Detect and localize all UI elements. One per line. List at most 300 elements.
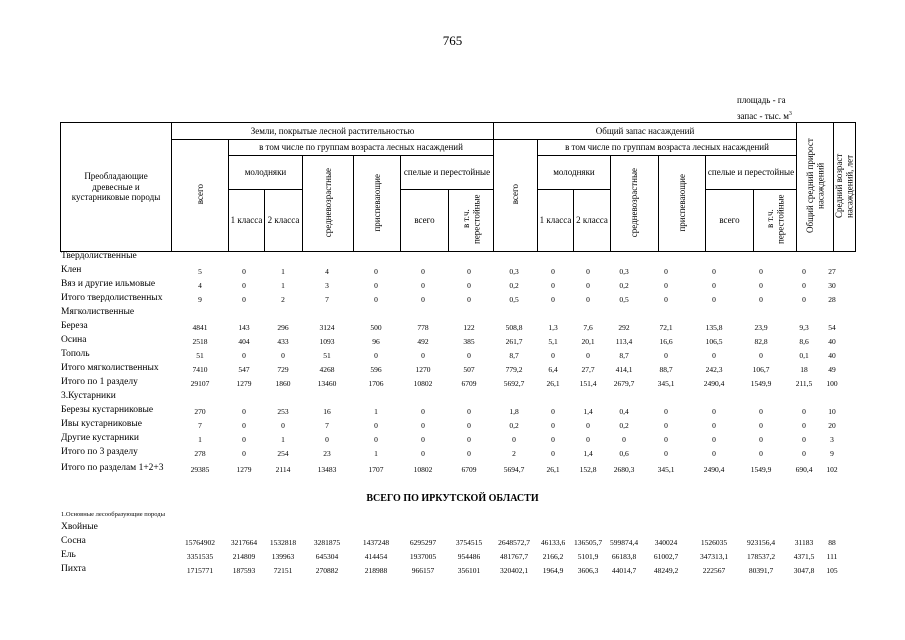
header-middle-2: средневозрастные — [629, 167, 640, 237]
header-increment: Общий средний прирост насаждений — [804, 138, 825, 234]
table-cell: 0 — [242, 421, 246, 430]
table-cell: 1549,9 — [750, 465, 772, 474]
table-cell: 1437248 — [362, 538, 390, 547]
table-cell: 1,3 — [548, 323, 558, 332]
header-young-2: молодняки — [538, 156, 611, 190]
row-label: Итого по 1 разделу — [61, 377, 138, 387]
row-label: Вяз и другие ильмовые — [61, 279, 156, 289]
table-cell: 292 — [618, 323, 630, 332]
table-cell: 40 — [828, 351, 836, 360]
header-mature-total-2: всего — [706, 190, 754, 252]
table-cell: 1279 — [236, 379, 252, 388]
table-cell: 151,4 — [579, 379, 597, 388]
header-premature-1: приспевающие — [371, 173, 382, 232]
table-cell: 0,6 — [619, 449, 629, 458]
table-cell: 0 — [712, 407, 716, 416]
header-mature-total-1: всего — [401, 190, 449, 252]
table-cell: 88,7 — [659, 365, 673, 374]
section-heading-row — [0, 391, 905, 404]
table-row — [0, 321, 905, 334]
table-cell: 0 — [586, 435, 590, 444]
table-cell: 0 — [712, 435, 716, 444]
table-cell: 1093 — [319, 337, 335, 346]
table-cell: 0 — [802, 281, 806, 290]
table-cell: 0 — [421, 407, 425, 416]
table-cell: 0 — [242, 351, 246, 360]
table-cell: 345,1 — [657, 465, 675, 474]
table-cell: 4 — [325, 267, 329, 276]
table-cell: 347313,1 — [699, 552, 729, 561]
header-class2-1: 2 класса — [265, 190, 303, 252]
table-cell: 0 — [664, 435, 668, 444]
table-cell: 20 — [828, 421, 836, 430]
row-label: Итого по 3 разделу — [61, 447, 138, 457]
table-cell: 385 — [463, 337, 475, 346]
table-cell: 1,4 — [583, 407, 593, 416]
table-cell: 7 — [325, 421, 329, 430]
table-cell: 46133,6 — [540, 538, 566, 547]
table-cell: 6,4 — [548, 365, 558, 374]
table-cell: 27,7 — [581, 365, 595, 374]
header-stock-group: Общий запас насаждений — [494, 123, 797, 140]
table-cell: 0,3 — [509, 267, 519, 276]
table-cell: 0 — [467, 421, 471, 430]
table-cell: 136505,7 — [573, 538, 603, 547]
table-cell: 80391,7 — [748, 566, 774, 575]
table-cell: 0 — [467, 267, 471, 276]
table-cell: 0 — [759, 267, 763, 276]
table-cell: 28 — [828, 295, 836, 304]
table-cell: 1 — [198, 435, 202, 444]
table-cell: 1707 — [368, 465, 384, 474]
table-cell: 729 — [277, 365, 289, 374]
table-cell: 3351535 — [186, 552, 214, 561]
table-cell: 0 — [759, 435, 763, 444]
table-cell: 0 — [802, 407, 806, 416]
table-cell: 0,2 — [619, 281, 629, 290]
table-row — [0, 265, 905, 278]
table-cell: 0 — [281, 421, 285, 430]
table-cell: 10802 — [413, 379, 433, 388]
table-cell: 29107 — [190, 379, 210, 388]
table-cell: 0 — [802, 435, 806, 444]
unit-stock-text: запас - тыс. м — [737, 111, 789, 121]
table-row — [0, 419, 905, 432]
table-cell: 0 — [664, 295, 668, 304]
table-cell: 26,1 — [546, 379, 560, 388]
table-cell: 0 — [664, 351, 668, 360]
table-cell: 0,4 — [619, 407, 629, 416]
table-cell: 507 — [463, 365, 475, 374]
row-label: 3.Кустарники — [61, 391, 116, 401]
header-increment-cell — [797, 123, 834, 252]
table-cell: 51 — [196, 351, 204, 360]
row-label: Хвойные — [61, 522, 98, 532]
header-class1-2: 1 класса — [538, 190, 574, 252]
table-cell: 152,8 — [579, 465, 597, 474]
table-cell: 645304 — [315, 552, 339, 561]
table-cell: 178537,2 — [746, 552, 776, 561]
table-cell: 3281875 — [313, 538, 341, 547]
table-cell: 72151 — [273, 566, 293, 575]
table-cell: 1 — [281, 267, 285, 276]
table-cell: 5694,7 — [503, 465, 525, 474]
table-cell: 0,2 — [619, 421, 629, 430]
table-cell: 105 — [826, 566, 838, 575]
table-cell: 2490,4 — [703, 465, 725, 474]
table-cell: 113,4 — [615, 337, 633, 346]
header-total-cell-1 — [172, 140, 229, 252]
table-cell: 9 — [830, 449, 834, 458]
table-cell: 0 — [374, 267, 378, 276]
table-cell: 0 — [712, 351, 716, 360]
table-cell: 296 — [277, 323, 289, 332]
table-cell: 27 — [828, 267, 836, 276]
header-total-1: всего — [194, 184, 205, 205]
table-cell: 3754515 — [455, 538, 483, 547]
table-cell: 340024 — [654, 538, 678, 547]
table-cell: 0 — [802, 421, 806, 430]
table-cell: 0 — [551, 407, 555, 416]
row-label: Клен — [61, 265, 82, 275]
table-cell: 481767,7 — [499, 552, 529, 561]
table-row — [0, 405, 905, 418]
table-row — [0, 536, 905, 549]
table-row — [0, 463, 905, 476]
table-cell: 0 — [586, 351, 590, 360]
table-cell: 10802 — [413, 465, 433, 474]
table-row — [0, 433, 905, 446]
table-cell: 0 — [467, 407, 471, 416]
table-cell: 51 — [323, 351, 331, 360]
table-cell: 4841 — [192, 323, 208, 332]
table-cell: 270 — [194, 407, 206, 416]
table-cell: 26,1 — [546, 465, 560, 474]
table-cell: 102 — [826, 465, 838, 474]
table-cell: 923156,4 — [746, 538, 776, 547]
table-cell: 187593 — [232, 566, 256, 575]
table-cell: 0 — [242, 407, 246, 416]
table-cell: 0 — [712, 295, 716, 304]
table-cell: 261,7 — [505, 337, 523, 346]
table-cell: 0 — [421, 421, 425, 430]
table-cell: 0 — [759, 421, 763, 430]
row-label: Мягколиственные — [61, 307, 135, 317]
table-cell: 0 — [242, 267, 246, 276]
table-cell: 16 — [323, 407, 331, 416]
header-species: Преобладающие древесные и кустарниковые породы — [61, 123, 172, 252]
table-row — [0, 447, 905, 460]
table-cell: 96 — [372, 337, 380, 346]
table-cell: 345,1 — [657, 379, 675, 388]
table-cell: 6295297 — [409, 538, 437, 547]
header-overmature-cell-1 — [449, 190, 494, 252]
table-cell: 0 — [664, 407, 668, 416]
table-cell: 7,6 — [583, 323, 593, 332]
row-label: Осина — [61, 335, 87, 345]
table-cell: 492 — [417, 337, 429, 346]
table-cell: 0 — [467, 281, 471, 290]
table-cell: 3217664 — [230, 538, 258, 547]
table-cell: 15764902 — [185, 538, 215, 547]
table-cell: 0 — [242, 449, 246, 458]
header-premature-cell-2 — [659, 156, 706, 252]
table-cell: 5 — [198, 267, 202, 276]
row-label: Березы кустарниковые — [61, 405, 154, 415]
table-cell: 7 — [325, 295, 329, 304]
table-cell: 4371,5 — [793, 552, 815, 561]
table-cell: 30 — [828, 281, 836, 290]
table-cell: 9 — [198, 295, 202, 304]
table-cell: 270882 — [315, 566, 339, 575]
region-title: ВСЕГО ПО ИРКУТСКОЙ ОБЛАСТИ — [366, 493, 539, 504]
header-total-cell-2 — [494, 140, 538, 252]
table-cell: 253 — [277, 407, 289, 416]
table-header — [60, 122, 856, 252]
table-cell: 0 — [712, 281, 716, 290]
table-cell: 0 — [759, 295, 763, 304]
table-cell: 1 — [281, 435, 285, 444]
table-cell: 778 — [417, 323, 429, 332]
table-cell: 1 — [374, 449, 378, 458]
header-overmature-2: в т.ч. перестойные — [764, 194, 785, 245]
table-cell: 0,2 — [509, 421, 519, 430]
table-cell: 13483 — [317, 465, 337, 474]
table-cell: 0 — [551, 281, 555, 290]
table-cell: 13460 — [317, 379, 337, 388]
row-label: Ель — [61, 550, 76, 560]
table-cell: 356101 — [457, 566, 481, 575]
section-heading-row — [0, 251, 905, 264]
table-cell: 106,7 — [752, 365, 770, 374]
table-cell: 0 — [242, 295, 246, 304]
table-cell: 0 — [664, 281, 668, 290]
table-cell: 779,2 — [505, 365, 523, 374]
row-label: Тополь — [61, 349, 90, 359]
table-cell: 0 — [551, 295, 555, 304]
table-cell: 23,9 — [754, 323, 768, 332]
table-cell: 0 — [551, 435, 555, 444]
table-cell: 88 — [828, 538, 836, 547]
table-cell: 0 — [586, 421, 590, 430]
table-cell: 0 — [622, 435, 626, 444]
table-cell: 0 — [759, 351, 763, 360]
table-cell: 54 — [828, 323, 836, 332]
table-cell: 20,1 — [581, 337, 595, 346]
table-row — [0, 335, 905, 348]
table-cell: 4 — [198, 281, 202, 290]
table-cell: 5101,9 — [577, 552, 599, 561]
table-cell: 143 — [238, 323, 250, 332]
header-middle-cell-1 — [303, 156, 354, 252]
header-avg-age-cell — [834, 123, 856, 252]
table-cell: 2 — [512, 449, 516, 458]
table-cell: 0 — [759, 449, 763, 458]
table-cell: 599874,4 — [609, 538, 639, 547]
page-number: 765 — [442, 33, 463, 48]
row-label: Сосна — [61, 536, 86, 546]
table-cell: 0 — [586, 295, 590, 304]
table-cell: 122 — [463, 323, 475, 332]
table-cell: 690,4 — [795, 465, 813, 474]
table-cell: 0 — [802, 449, 806, 458]
table-cell: 0 — [325, 435, 329, 444]
subnote: 1.Основные лесообразующие породы — [61, 511, 165, 518]
table-cell: 6709 — [461, 379, 477, 388]
header-total-2: всего — [510, 184, 521, 205]
table-cell: 0,5 — [509, 295, 519, 304]
table-cell: 1 — [374, 407, 378, 416]
table-cell: 23 — [323, 449, 331, 458]
table-cell: 48249,2 — [653, 566, 679, 575]
table-cell: 2679,7 — [613, 379, 635, 388]
table-row — [0, 293, 905, 306]
table-cell: 1715771 — [186, 566, 214, 575]
header-premature-2: приспевающие — [676, 173, 687, 232]
table-cell: 242,3 — [705, 365, 723, 374]
table-cell: 0 — [421, 435, 425, 444]
table-cell: 2166,2 — [542, 552, 564, 561]
header-overmature-1: в т.ч. перестойные — [460, 194, 481, 245]
table-cell: 0 — [586, 281, 590, 290]
table-cell: 1860 — [275, 379, 291, 388]
table-cell: 214809 — [232, 552, 256, 561]
table-cell: 320402,1 — [499, 566, 529, 575]
row-label: Итого твердолиственных — [61, 293, 163, 303]
table-cell: 0 — [802, 267, 806, 276]
table-cell: 5692,7 — [503, 379, 525, 388]
table-cell: 0 — [421, 295, 425, 304]
table-cell: 18 — [800, 365, 808, 374]
table-cell: 0 — [467, 295, 471, 304]
table-cell: 31183 — [794, 538, 814, 547]
table-cell: 2490,4 — [703, 379, 725, 388]
table-cell: 0,2 — [509, 281, 519, 290]
header-young-1: молодняки — [229, 156, 303, 190]
table-cell: 4268 — [319, 365, 335, 374]
table-cell: 3606,3 — [577, 566, 599, 575]
table-cell: 954486 — [457, 552, 481, 561]
table-cell: 9,3 — [799, 323, 809, 332]
table-cell: 61002,7 — [653, 552, 679, 561]
table-cell: 596 — [370, 365, 382, 374]
table-cell: 111 — [826, 552, 838, 561]
table-cell: 2680,3 — [613, 465, 635, 474]
table-row — [0, 349, 905, 362]
table-cell: 0 — [551, 421, 555, 430]
table-cell: 966157 — [411, 566, 435, 575]
table-cell: 414,1 — [615, 365, 633, 374]
header-overmature-cell-2 — [754, 190, 797, 252]
row-label: Береза — [61, 321, 88, 331]
table-cell: 222567 — [702, 566, 726, 575]
table-cell: 547 — [238, 365, 250, 374]
table-cell: 0 — [374, 281, 378, 290]
header-land-group: Земли, покрытые лесной растительностью — [172, 123, 494, 140]
table-cell: 0 — [467, 435, 471, 444]
table-cell: 0 — [374, 435, 378, 444]
table-cell: 2 — [281, 295, 285, 304]
row-label: Твердолиственные — [61, 251, 137, 261]
table-cell: 433 — [277, 337, 289, 346]
table-cell: 29385 — [190, 465, 210, 474]
table-cell: 0 — [712, 267, 716, 276]
header-middle-cell-2 — [611, 156, 659, 252]
table-cell: 8,6 — [799, 337, 809, 346]
table-cell: 0 — [712, 449, 716, 458]
table-row — [0, 279, 905, 292]
table-cell: 0 — [664, 267, 668, 276]
table-cell: 1279 — [236, 465, 252, 474]
row-label: Итого по разделам 1+2+3 — [61, 463, 164, 473]
table-row — [0, 363, 905, 376]
header-class1-1: 1 класса — [229, 190, 265, 252]
table-cell: 500 — [370, 323, 382, 332]
table-row — [0, 550, 905, 563]
table-cell: 0 — [512, 435, 516, 444]
table-cell: 1 — [281, 281, 285, 290]
header-avg-age: Средний возраст насаждений, лет — [834, 153, 855, 218]
table-cell: 0 — [551, 267, 555, 276]
table-cell: 508,8 — [505, 323, 523, 332]
table-cell: 0 — [759, 281, 763, 290]
header-age-groups-2: в том числе по группам возраста лесных насаждений — [538, 140, 797, 156]
table-cell: 0 — [664, 449, 668, 458]
table-cell: 0,5 — [619, 295, 629, 304]
table-cell: 0 — [421, 281, 425, 290]
table-cell: 278 — [194, 449, 206, 458]
table-cell: 404 — [238, 337, 250, 346]
table-cell: 6709 — [461, 465, 477, 474]
table-cell: 8,7 — [619, 351, 629, 360]
table-cell: 0 — [421, 267, 425, 276]
header-mature-2: спелые и перестойные — [706, 156, 797, 190]
table-cell: 3 — [830, 435, 834, 444]
table-cell: 44014,7 — [611, 566, 637, 575]
section-heading-row — [0, 307, 905, 320]
section-heading-row — [0, 522, 905, 535]
table-cell: 40 — [828, 337, 836, 346]
table-cell: 2114 — [275, 465, 291, 474]
table-cell: 0,1 — [799, 351, 809, 360]
table-cell: 100 — [826, 379, 838, 388]
table-cell: 2648572,7 — [498, 538, 530, 547]
table-cell: 3047,8 — [793, 566, 815, 575]
table-cell: 0 — [586, 267, 590, 276]
table-cell: 66183,8 — [611, 552, 637, 561]
row-label: Пихта — [61, 564, 86, 574]
unit-stock-sup: 3 — [788, 111, 792, 117]
table-cell: 218988 — [364, 566, 388, 575]
table-cell: 0,3 — [619, 267, 629, 276]
table-cell: 3 — [325, 281, 329, 290]
table-cell: 1,4 — [583, 449, 593, 458]
table-cell: 1526035 — [700, 538, 728, 547]
table-cell: 135,8 — [705, 323, 723, 332]
table-cell: 0 — [759, 407, 763, 416]
table-cell: 0 — [664, 421, 668, 430]
row-label: Итого мягколиственных — [61, 363, 159, 373]
table-cell: 7410 — [192, 365, 208, 374]
header-age-groups-1: в том числе по группам возраста лесных насаждений — [229, 140, 494, 156]
table-cell: 106,5 — [705, 337, 723, 346]
table-cell: 1270 — [415, 365, 431, 374]
table-cell: 1549,9 — [750, 379, 772, 388]
table-cell: 1937005 — [409, 552, 437, 561]
unit-stock — [737, 111, 792, 121]
table-cell: 8,7 — [509, 351, 519, 360]
table-cell: 10 — [828, 407, 836, 416]
